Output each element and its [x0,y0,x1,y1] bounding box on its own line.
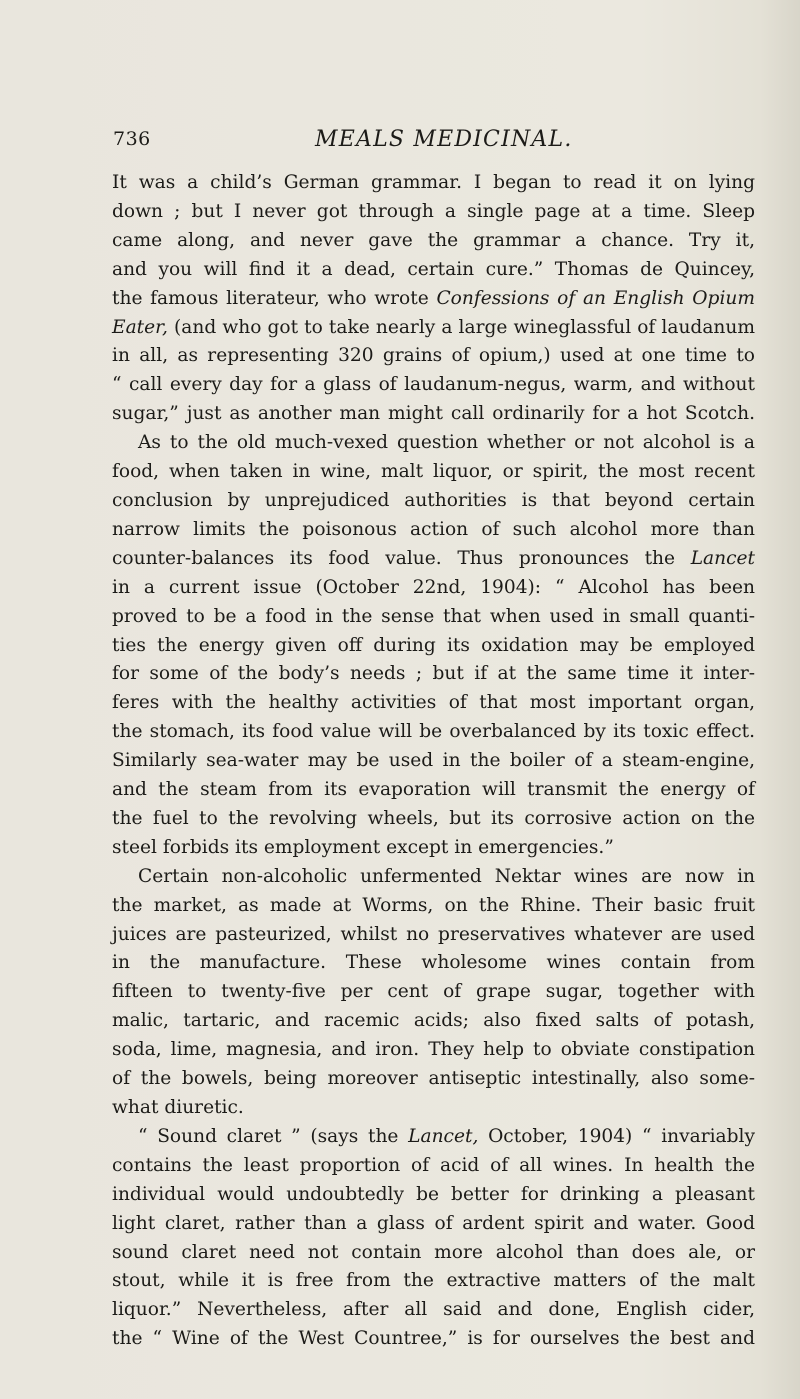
text-line: the famous literateur, who wrote Confessions of an English Opium [112,287,755,309]
text-line: Certain non-alcoholic unfermented Nektar wines are now in [138,865,755,887]
text-line: of the bowels, being moreover antiseptic intestinally, also some- [112,1068,755,1090]
text-line: counter-balances its food value. Thus pronounces the Lancet [112,547,755,569]
text-line: down ; but I never got through a single page at a time. Sleep [112,200,755,222]
text-line: and the steam from its evaporation will transmit the energy of [112,779,755,801]
text-line: conclusion by unprejudiced authorities is that beyond certain [112,489,755,511]
text-line: ties the energy given off during its oxidation may be employed [112,634,755,656]
text-line: fifteen to twenty-five per cent of grape sugar, together with [112,981,755,1003]
text-line: the “ Wine of the West Countree,” is for ourselves the best and [112,1328,755,1350]
text-line: the stomach, its food value will be overbalanced by its toxic effect. [112,721,755,743]
text-line: steel forbids its employment except in emergencies.” [112,836,614,858]
text-line: malic, tartaric, and racemic acids; also fixed salts of potash, [112,1010,755,1032]
text-line: proved to be a food in the sense that when used in small quanti- [112,605,755,627]
text-line: contains the least proportion of acid of all wines. In health the [112,1154,755,1176]
text-line: and you will find it a dead, certain cure.” Thomas de Quincey, [112,258,755,280]
text-line: Similarly sea-water may be used in the boiler of a steam-engine, [112,750,755,772]
text-line: stout, while it is free from the extractive matters of the malt [112,1270,755,1292]
text-line: “ call every day for a glass of laudanum-negus, warm, and without [112,374,755,396]
text-line: light claret, rather than a glass of ardent spirit and water. Good [112,1212,755,1234]
text-line: As to the old much-vexed question whether or not alcohol is a [138,432,755,454]
text-line: “ Sound claret ” (says the Lancet, October, 1904) “ invariably [138,1125,755,1147]
text-line: juices are pasteurized, whilst no preservatives whatever are used [112,923,755,945]
text-line: feres with the healthy activities of that most important organ, [112,692,755,714]
text-line: liquor.” Nevertheless, after all said and done, English cider, [112,1299,755,1321]
text-line: narrow limits the poisonous action of such alcohol more than [112,518,755,540]
text-line: food, when taken in wine, malt liquor, or spirit, the most recent [112,461,755,483]
text-line: for some of the body’s needs ; but if at the same time it inter- [112,663,755,685]
italic-title: Lancet, [408,1125,479,1147]
text-line: soda, lime, magnesia, and iron. They help to obviate constipation [112,1039,755,1061]
running-title: MEALS MEDICINAL. [315,127,573,152]
text-line: in all, as representing 320 grains of opium,) used at one time to [112,345,755,367]
text-line: the fuel to the revolving wheels, but its corrosive action on the [112,807,755,829]
text-line: in a current issue (October 22nd, 1904): “ Alcohol has been [112,576,755,598]
italic-title: Confessions of an English Opium [436,287,755,309]
text-line: came along, and never gave the grammar a chance. Try it, [112,229,755,251]
text-line: sugar,” just as another man might call ordinarily for a hot Scotch. [112,403,755,425]
text-line: the market, as made at Worms, on the Rhine. Their basic fruit [112,894,755,916]
text-line: what diuretic. [112,1097,244,1118]
italic-title: Lancet [690,547,755,569]
text-line: in the manufacture. These wholesome wines contain from [112,952,755,974]
text-line: individual would undoubtedly be better for drinking a pleasant [112,1183,755,1205]
italic-title: Eater, [112,316,168,338]
text-line: Eater, (and who got to take nearly a large wineglassful of laudanum [112,316,755,338]
running-head [113,128,753,158]
text-line: sound claret need not contain more alcohol than does ale, or [112,1241,755,1263]
body-text [112,169,755,1354]
page-number: 736 [113,128,151,150]
text-line: It was a child’s German grammar. I began to read it on lying [112,172,755,193]
